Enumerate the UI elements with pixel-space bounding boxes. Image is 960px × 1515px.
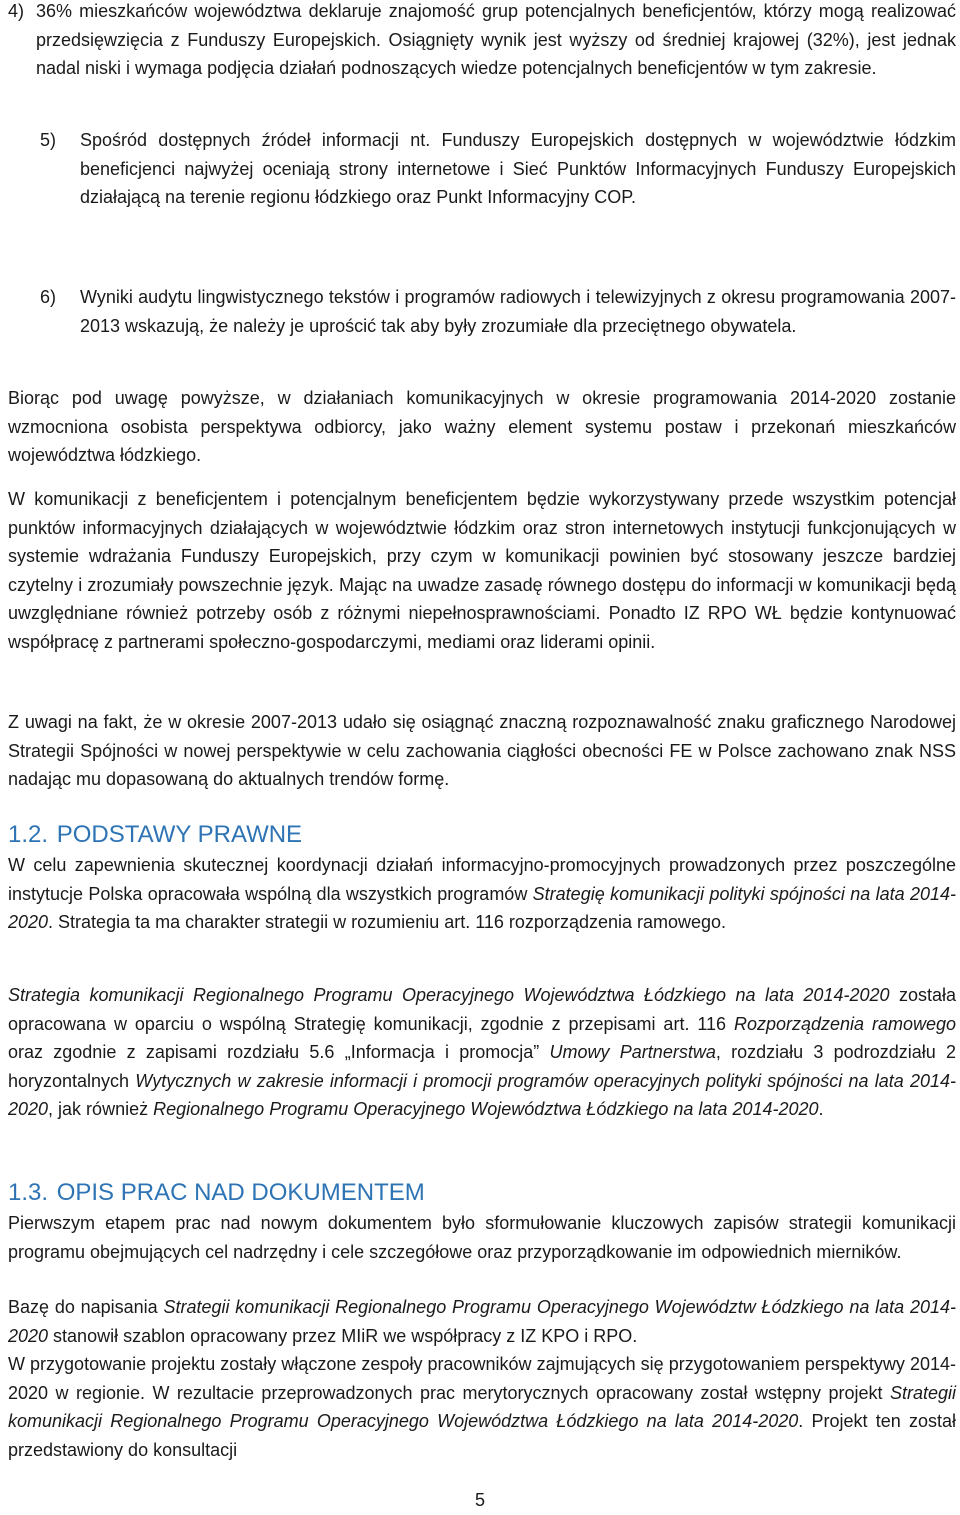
list-item-text: Wyniki audytu lingwistycznego tekstów i programów radiowych i telewizyjnych z okresu programowania 2007-2013 wskazują, że należy je uprościć tak aby były zrozumiałe dla przeciętnego obywatela. bbox=[80, 287, 956, 336]
list-item-text: Spośród dostępnych źródeł informacji nt. Funduszy Europejskich dostępnych w województwie łódzkim beneficjenci najwyżej oceniają strony internetowe i Sieć Punktów Informacyjnych Funduszy Europejskich działającą na terenie regionu łódzkiego oraz Punkt Informacyjny COP. bbox=[80, 130, 956, 207]
list-item-5 bbox=[8, 126, 956, 212]
list-number: 4) bbox=[8, 1, 25, 21]
section-heading-work-description bbox=[8, 1178, 425, 1208]
section-number: 1.3. bbox=[8, 1179, 49, 1206]
list-item-4 bbox=[8, 0, 956, 83]
paragraph-work-1: Pierwszym etapem prac nad nowym dokumentem było sformułowanie kluczowych zapisów strategii komunikacji programu obejmujących cel nadrzędny i cele szczegółowe oraz przyporządkowanie im odpowiednich mierników. bbox=[8, 1213, 956, 1262]
paragraph-communication: W komunikacji z beneficjentem i potencjalnym beneficjentem będzie wykorzystywany przede wszystkim potencjał punktów informacyjnych działających w województwie łódzkim oraz stron internetowych instytucji funkcjonujących w systemie wdrażania Funduszy Europejskich, przy czym w komunikacji powinien być stosowany jeszcze bardziej czytelny i zrozumiały powszechnie język. Mając na uwadze zasadę równego dostępu do informacji w komunikacji będą uwzględniane również potrzeby osób z różnymi niepełnosprawnościami. Ponadto IZ RPO WŁ będzie kontynuować współpracę z partnerami społeczno-gospodarczymi, mediami oraz liderami opinii. bbox=[8, 489, 956, 652]
paragraph-work-3: W przygotowanie projektu zostały włączone zespoły pracowników zajmujących się przygotowaniem perspektywy 2014-2020 w regionie. W rezultacie przeprowadzonych prac merytorycznych opracowany został wstępny projekt Strategii komunikacji Regionalnego Programu Operacyjnego Województwa Łódzkiego na lata 2014-2020. Projekt ten został przedstawiony do konsultacji bbox=[8, 1354, 956, 1460]
paragraph-nss-brand: Z uwagi na fakt, że w okresie 2007-2013 udało się osiągnąć znaczną rozpoznawalność znaku graficznego Narodowej Strategii Spójności w nowej perspektywie w celu zachowania ciągłości obecności FE w Polsce zachowano znak NSS nadając mu dopasowaną do aktualnych trendów formę. bbox=[8, 712, 956, 789]
page-number: 5 bbox=[474, 1490, 485, 1510]
list-item-text: 36% mieszkańców województwa deklaruje znajomość grup potencjalnych beneficjentów, którzy mogą realizować przedsięwzięcia z Funduszy Europejskich. Osiągnięty wynik jest wyższy od średniej krajowej (32%), jest jednak nadal niski i wymaga podjęcia działań podnoszących wiedze potencjalnych beneficjentów w tym zakresie. bbox=[36, 1, 956, 78]
section-title: OPIS PRAC NAD DOKUMENTEM bbox=[56, 1179, 425, 1206]
paragraph-work-2: Bazę do napisania Strategii komunikacji Regionalnego Programu Operacyjnego Województw Łódzkiego na lata 2014-2020 stanowił szablon opracowany przez MIiR we współpracy z IZ KPO i RPO. bbox=[8, 1297, 956, 1346]
paragraph-legal-basis-2: Strategia komunikacji Regionalnego Programu Operacyjnego Województwa Łódzkiego na lata 2014-2020 została opracowana w oparciu o wspólną Strategię komunikacji, zgodnie z przepisami art. 116 Rozporządzenia ramowego oraz zgodnie z zapisami rozdziału 5.6 „Informacja i promocja” Umowy Partnerstwa, rozdziału 3 podrozdziału 2 horyzontalnych Wytycznych w zakresie informacji i promocji programów operacyjnych polityki spójności na lata 2014-2020, jak również Regionalnego Programu Operacyjnego Województwa Łódzkiego na lata 2014-2020. bbox=[8, 985, 956, 1119]
paragraph-perspective: Biorąc pod uwagę powyższe, w działaniach komunikacyjnych w okresie programowania 2014-2020 zostanie wzmocniona osobista perspektywa odbiorcy, jako ważny element systemu postaw i przekonań mieszkańców województwa łódzkiego. bbox=[8, 388, 956, 465]
list-number: 5) bbox=[40, 130, 57, 150]
list-item-6 bbox=[8, 283, 956, 340]
section-title: PODSTAWY PRAWNE bbox=[56, 821, 303, 848]
list-number: 6) bbox=[40, 287, 57, 307]
section-number: 1.2. bbox=[8, 821, 49, 848]
section-heading-legal-basis bbox=[8, 820, 302, 850]
paragraph-legal-basis-1: W celu zapewnienia skutecznej koordynacji działań informacyjno-promocyjnych prowadzonych przez poszczególne instytucje Polska opracowała wspólną dla wszystkich programów Strategię komunikacji polityki spójności na lata 2014-2020. Strategia ta ma charakter strategii w rozumieniu art. 116 rozporządzenia ramowego. bbox=[8, 855, 956, 932]
